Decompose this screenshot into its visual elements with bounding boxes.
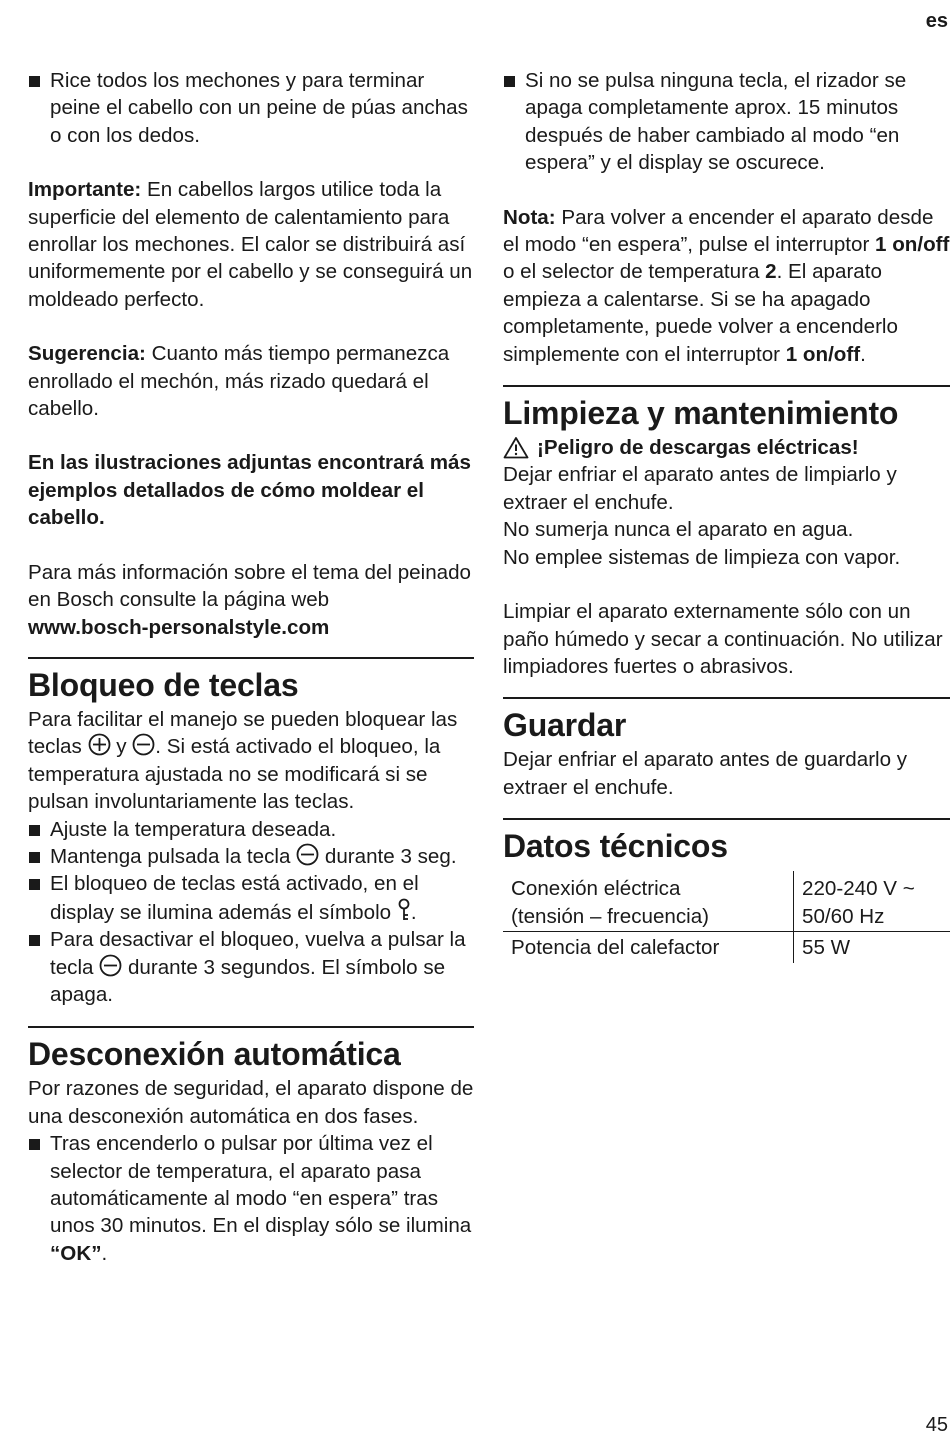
b3-text-a: El bloqueo de teclas está activado, en el display se ilumina además el símbolo (50, 872, 419, 923)
sugerencia-text: Cuanto más tiempo permanezca enrollado el mechón, más rizado quedará el cabello. (28, 342, 449, 420)
guardar-text: Dejar enfriar el aparato antes de guardarlo y extraer el enchufe. (503, 746, 950, 801)
list-item (28, 1130, 474, 1267)
nota-text-d: . (860, 343, 866, 366)
nota-label: Nota: (503, 206, 556, 229)
key-lock-icon (397, 898, 411, 922)
bloqueo-intro-b: . Si está activado el bloqueo, la temperatura ajustada no se modificará si se pulsan involuntariamente las teclas. (28, 735, 440, 813)
list-item: Si no se pulsa ninguna tecla, el rizador se apaga completamente aprox. 15 minutos después de haber cambiado al modo “en espera” y el display se oscurece. (503, 67, 950, 177)
selector-number: 2 (765, 260, 776, 283)
sugerencia-paragraph (28, 340, 474, 422)
language-tag: es (926, 8, 948, 35)
section-title-bloqueo: Bloqueo de teclas (28, 659, 474, 706)
plus-key-icon (88, 733, 111, 756)
list-item (28, 843, 474, 870)
section-title-limpieza: Limpieza y mantenimiento (503, 387, 950, 434)
table-row (503, 871, 950, 931)
b2-text-b: durante 3 seg. (319, 845, 456, 868)
table-key-cell: Potencia del calefactor (503, 931, 794, 963)
importante-text: En cabellos largos utilice toda la superficie del elemento de calentamiento para enrollar los mechones. El calor se distribuirá así uniformemente por el cabello y se conseguirá un moldeado perfecto. (28, 178, 472, 311)
left-column (28, 67, 474, 1267)
onoff-label: 1 on/off (786, 343, 860, 366)
web-paragraph (28, 559, 474, 641)
desconexion-b1-a: Tras encenderlo o pulsar por última vez el selector de temperatura, el aparato pasa automáticamente al modo “en espera” tras unos 30 minutos. En el display sólo se ilumina (50, 1132, 471, 1237)
key-line: (tensión – frecuencia) (511, 905, 709, 928)
nota-text-a: Para volver a encender el aparato desde el modo “en espera”, pulse el interruptor (503, 206, 933, 256)
ok-label: “OK” (50, 1242, 101, 1265)
table-value-cell: 55 W (794, 931, 950, 963)
bloqueo-intro-a: Para facilitar el manejo se pueden bloquear las teclas (28, 708, 457, 758)
b2-text-a: Mantenga pulsada la tecla (50, 845, 296, 868)
table-key-cell (503, 871, 794, 931)
importante-label: Importante: (28, 178, 141, 201)
web-text: Para más información sobre el tema del peinado en Bosch consulte la página web (28, 561, 471, 611)
list-item (28, 870, 474, 926)
table-row (503, 931, 950, 963)
importante-paragraph (28, 176, 474, 313)
nota-text-b: o el selector de temperatura (503, 260, 765, 283)
web-link[interactable]: www.bosch-personalstyle.com (28, 616, 329, 639)
b3-text-b: . (411, 901, 417, 924)
tech-data-table (503, 871, 950, 963)
section-title-desconexion: Desconexión automática (28, 1028, 474, 1075)
sugerencia-label: Sugerencia: (28, 342, 146, 365)
illustrations-note: En las ilustraciones adjuntas encontrará más ejemplos detallados de cómo moldear el cabello. (28, 449, 474, 531)
nota-text-c: . El aparato empieza a calentarse. Si se ha apagado completamente, puede volver a encenderlo simplemente con el interruptor (503, 260, 898, 365)
section-title-datos: Datos técnicos (503, 820, 950, 867)
desconexion-b1-b: . (101, 1242, 107, 1265)
b4-text-b: durante 3 segundos. El símbolo se apaga. (50, 956, 445, 1006)
minus-key-icon (296, 843, 319, 866)
b4-text-a: Para desactivar el bloqueo, vuelva a pulsar la tecla (50, 928, 466, 978)
bloqueo-intro-y: y (111, 735, 133, 758)
right-column (503, 67, 950, 963)
bloqueo-intro (28, 706, 474, 816)
section-title-guardar: Guardar (503, 699, 950, 746)
value-line: 50/60 Hz (802, 905, 884, 928)
nota-paragraph (503, 204, 950, 368)
minus-key-icon (132, 733, 155, 756)
list-item: Ajuste la temperatura deseada. (28, 816, 474, 843)
limpieza-line1: Dejar enfriar el aparato antes de limpiarlo y extraer el enchufe. (503, 461, 950, 516)
value-line: 220-240 V ~ (802, 877, 915, 900)
warning-triangle-icon (503, 436, 529, 459)
table-value-cell (794, 871, 950, 931)
onoff-label: 1 on/off (875, 233, 949, 256)
page-number: 45 (926, 1412, 948, 1439)
minus-key-icon (99, 954, 122, 977)
warning-line (503, 434, 950, 461)
list-item (28, 926, 474, 1008)
desconexion-intro: Por razones de seguridad, el aparato dispone de una desconexión automática en dos fases. (28, 1075, 474, 1130)
limpieza-line3: No emplee sistemas de limpieza con vapor. (503, 544, 950, 571)
key-line: Conexión eléctrica (511, 877, 680, 900)
limpieza-para2: Limpiar el aparato externamente sólo con un paño húmedo y secar a continuación. No utilizar limpiadores fuertes o abrasivos. (503, 598, 950, 680)
list-item: Rice todos los mechones y para terminar peine el cabello con un peine de púas anchas o con los dedos. (28, 67, 474, 149)
limpieza-line2: No sumerja nunca el aparato en agua. (503, 516, 950, 543)
warning-text: ¡Peligro de descargas eléctricas! (537, 434, 859, 461)
